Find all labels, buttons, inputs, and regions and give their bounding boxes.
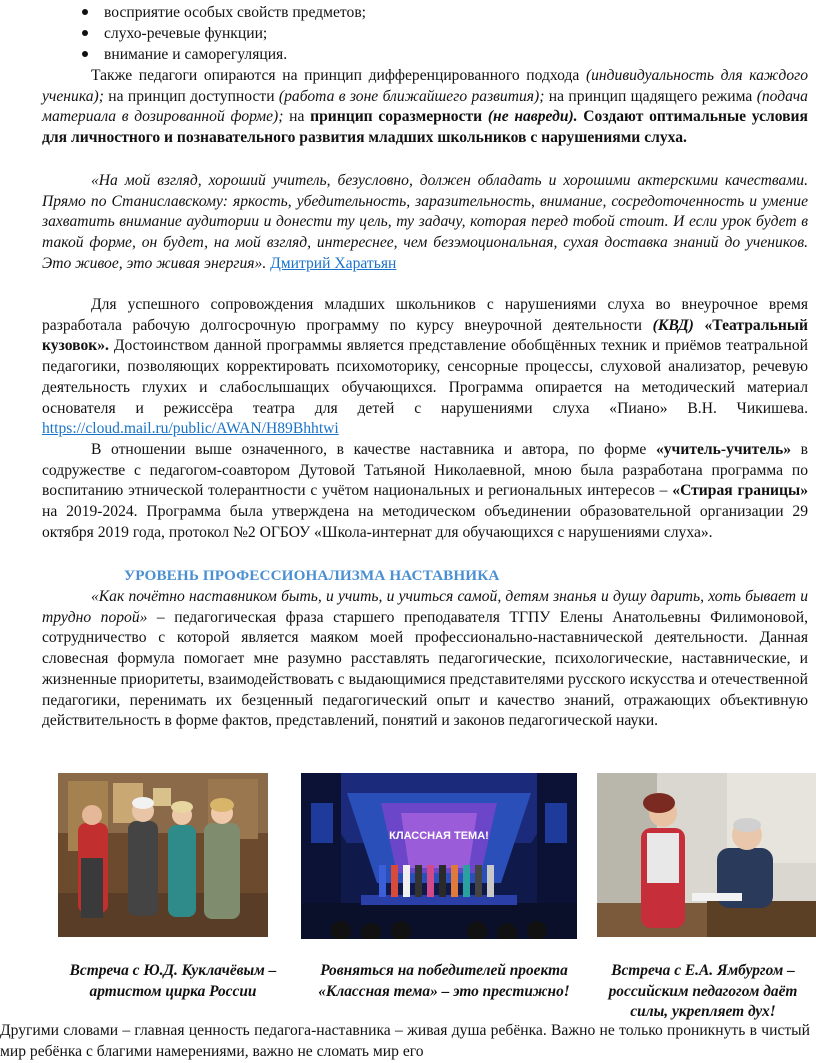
bullet-icon: [82, 9, 88, 15]
list-item: восприятие особых свойств предметов;: [82, 2, 782, 23]
list-item: слухо-речевые функции;: [82, 23, 782, 44]
photo-yamburg-meeting: [597, 773, 816, 937]
paragraph-mentoring: В отношении выше означенного, в качестве наставника и автора, по форме «учитель-учитель» в содружестве с педагогом-соавтором Дутовой Татьяной Николаевной, мною была разработана программа по воспитанию этнической толерантности с учётом национальных и региональных интересов – «Стирая границы» на 2019-2024. Программа была утверждена на методическом объединении образовательной организации 29 октября 2019 года, протокол №2 ОГБОУ «Школа-интернат для обучающихся с нарушениями слуха».: [42, 441, 809, 541]
caption-kuklachev: Встреча с Ю.Д. Куклачёвым – артистом цирка России: [69, 962, 277, 1000]
paragraph-conclusion: Другими словами – главная ценность педагога-наставника – живая душа ребёнка. Важно не только проникнуть в чистый мир ребёнка с благими намерениями, важно не сломать мир его: [0, 1022, 810, 1060]
bullet-icon: [82, 30, 88, 36]
list-item: внимание и саморегуляция.: [82, 44, 782, 65]
bullet-list: [82, 2, 782, 65]
photo-kuklachev-image: [58, 773, 268, 937]
stage-title-text: КЛАССНАЯ ТЕМА!: [389, 830, 489, 842]
paragraph-program: Для успешного сопровождения младших школьников с нарушениями слуха во внеурочное время разработала рабочую долгосрочную программу по курсу внеурочной деятельности (КВД) «Театральный кузовок». Достоинством данной программы является представление обобщённых техник и приёмов театральной педагогики, позволяющих корректировать психомоторику, сенсорные процессы, слуховой анализатор, речевую деятельность глухих и слабослышащих обучающихся. Программа опирается на методический материал основателя и режиссёра театра для детей с нарушениями слуха «Пиано» В.Н. Чикишева. https://cloud.mail.ru/public/AWAN/H89Bhhtwi: [42, 296, 809, 438]
bullet-icon: [82, 51, 88, 57]
cloud-link[interactable]: https://cloud.mail.ru/public/AWAN/H89Bhhtwi: [42, 420, 339, 438]
photo-classnaya-tema: [301, 773, 577, 939]
paragraph-principles: Также педагоги опираются на принцип дифференцированного подхода (индивидуальность для каждого ученика); на принцип доступности (работа в зоне ближайшего развития); на принцип щадящего режима (подача материала в дозированной форме); на принцип соразмерности (не навреди). Создают оптимальные условия для личностного и познавательного развития младших школьников с нарушениями слуха.: [42, 67, 808, 147]
caption-yamburg: Встреча с Е.А. Ямбургом – российским педагогом даёт силы, укрепляет дух!: [608, 962, 798, 1020]
photo-stage-image: [301, 773, 577, 939]
caption-classnaya-tema: Ровняться на победителей проекта «Классная тема» – это престижно!: [318, 962, 570, 1000]
photo-yamburg-image: [597, 773, 816, 937]
paragraph-professionalism: «Как почётно наставником быть, и учить, и учиться самой, детям знанья и душу дарить, хоть бывает и трудно порой» – педагогическая фраза старшего преподавателя ТГПУ Елены Анатольевны Филимоновой, сотрудничество с которой является маяком моей профессионально-наставнической деятельности. Данная словесная формула помогает мне разумно расставлять педагогические, психологические, наставнические, и жизненные приоритеты, взаимодействовать с выдающимися представителями русского искусства и отечественной педагогики, перенимать их безценный педагогический опыт и качество знаний, отражающих объективную действительность в форме фактов, представлений, понятий и законов педагогической науки.: [42, 588, 808, 730]
photo-kuklachev-meeting: [58, 773, 268, 937]
quote-kharatyan: «На мой взгляд, хороший учитель, безусловно, должен обладать и хорошими актерскими качествами. Прямо по Станиславскому: яркость, убедительность, заразительность, внимание, сосредоточенность и умение захватить внимание аудитории и донести ту цель, ту задачу, которая перед тобой стоит. И если урок будет в такой форме, он будет, на мой взгляд, интереснее, чем безэмоциональная, сухая доставка знаний до учеников. Это живое, это живая энергия». Дмитрий Харатьян: [42, 172, 808, 272]
author-link[interactable]: Дмитрий Харатьян: [270, 254, 397, 272]
section-heading: УРОВЕНЬ ПРОФЕССИОНАЛИЗМА НАСТАВНИКА: [124, 567, 500, 584]
